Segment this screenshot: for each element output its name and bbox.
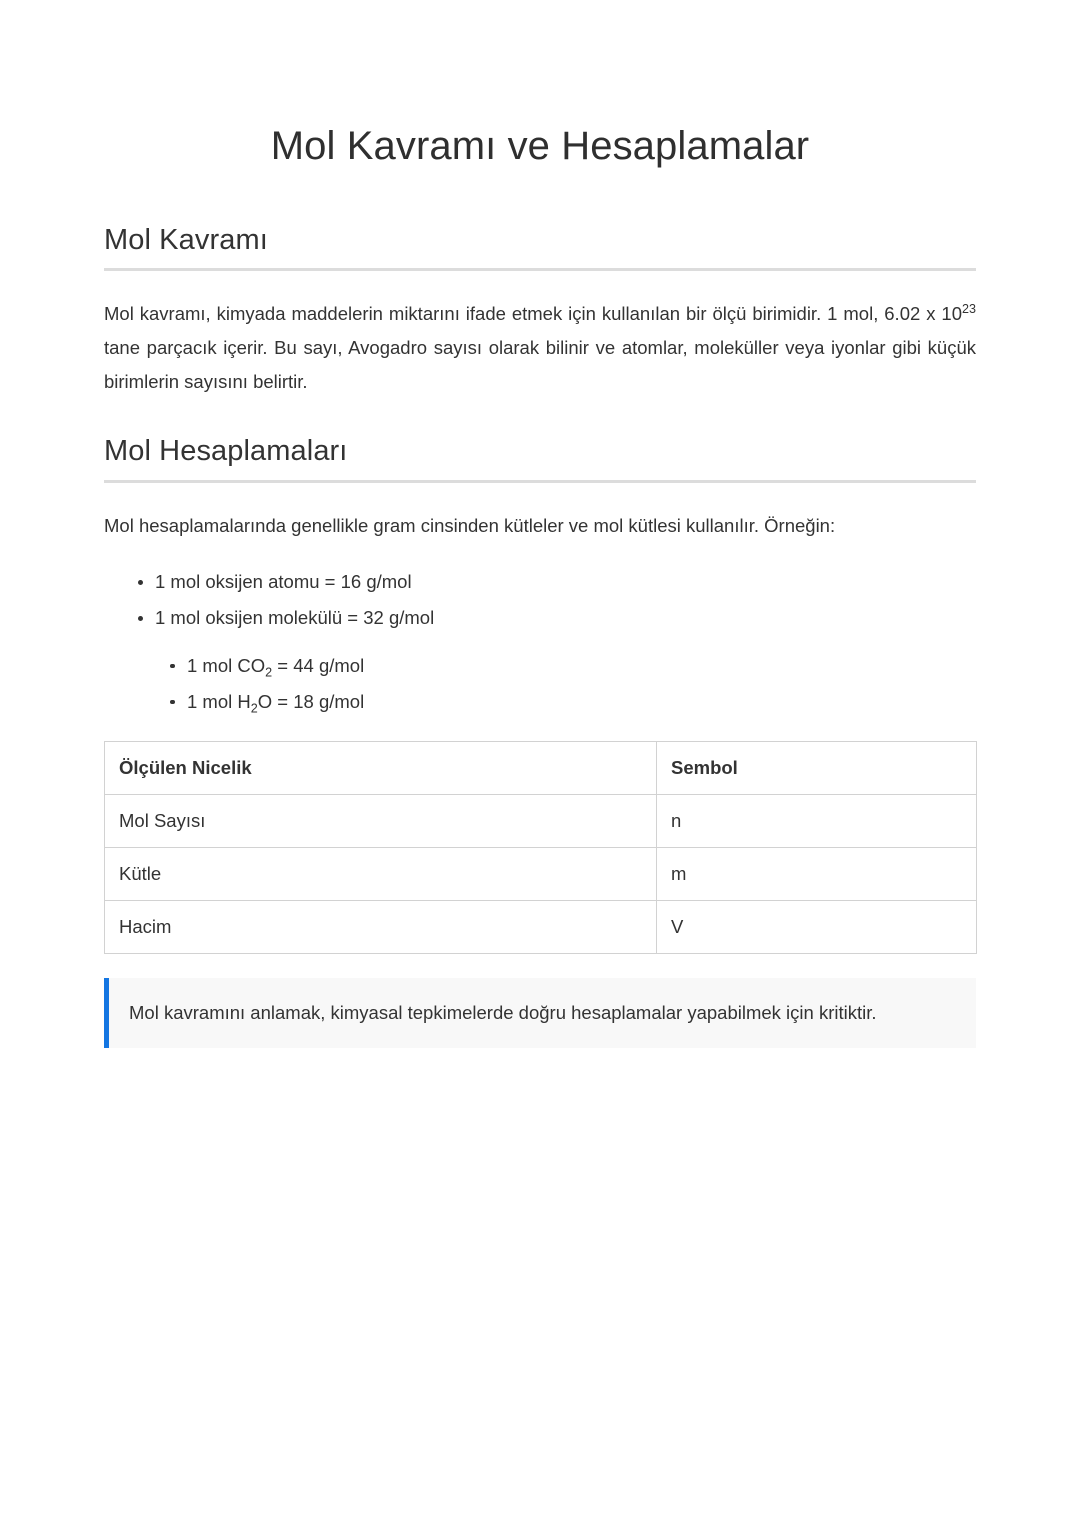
quantities-table	[104, 741, 977, 954]
table-header-quantity: Ölçülen Nicelik	[105, 741, 657, 794]
paragraph-text-part-1: Mol kavramı, kimyada maddelerin miktarını ifade etmek için kullanılan bir ölçü birimidir. 1 mol, 6.02 x 10	[104, 303, 962, 325]
table-row	[105, 900, 977, 953]
list-item-label-post: = 44 g/mol	[272, 654, 365, 676]
heading-divider	[104, 268, 976, 271]
list-item-label: 1 mol oksijen molekülü = 32 g/mol	[155, 606, 435, 628]
table-row	[105, 794, 977, 847]
avogadro-exponent: 23	[962, 302, 976, 317]
table-header-row	[105, 741, 977, 794]
table-header-symbol: Sembol	[657, 741, 977, 794]
list-item-label-post: O = 18 g/mol	[257, 690, 365, 712]
list-item	[138, 601, 976, 635]
formula-subscript: 2	[265, 665, 273, 680]
note-callout	[104, 978, 976, 1048]
list-item	[170, 649, 976, 683]
table-cell-symbol: m	[657, 847, 977, 900]
list-item-label: 1 mol oksijen atomu = 16 g/mol	[155, 570, 412, 592]
table-cell-quantity: Hacim	[105, 900, 657, 953]
examples-list	[104, 565, 976, 719]
list-item	[138, 565, 976, 599]
nested-list-container	[138, 649, 976, 719]
list-item-label-pre: 1 mol H	[187, 690, 251, 712]
page-title: Mol Kavramı ve Hesaplamalar	[270, 124, 810, 168]
section-heading-mol-hesaplamalari: Mol Hesaplamaları	[104, 435, 348, 468]
section-heading-mol-kavrami: Mol Kavramı	[104, 224, 268, 256]
paragraph-mol-kavrami	[104, 297, 976, 399]
paragraph-text-part-2: tane parçacık içerir. Bu sayı, Avogadro sayısı olarak bilinir ve atomlar, moleküller veya iyonlar gibi küçük birimlerin sayısını belirtir.	[104, 337, 976, 393]
paragraph-mol-hesaplamalari: Mol hesaplamalarında genellikle gram cinsinden kütleler ve mol kütlesi kullanılır. Örneğin:	[104, 514, 836, 536]
table-cell-quantity: Kütle	[105, 847, 657, 900]
formula-subscript: 2	[250, 701, 258, 716]
heading-divider	[104, 480, 976, 483]
note-callout-text: Mol kavramını anlamak, kimyasal tepkimelerde doğru hesaplamalar yapabilmek için kritiktir.	[129, 1001, 877, 1023]
table-cell-symbol: V	[657, 900, 977, 953]
examples-sublist	[138, 649, 976, 719]
list-item	[170, 685, 976, 719]
list-item-label-pre: 1 mol CO	[187, 654, 266, 676]
table-row	[105, 847, 977, 900]
table-cell-symbol: n	[657, 794, 977, 847]
table-cell-quantity: Mol Sayısı	[105, 794, 657, 847]
